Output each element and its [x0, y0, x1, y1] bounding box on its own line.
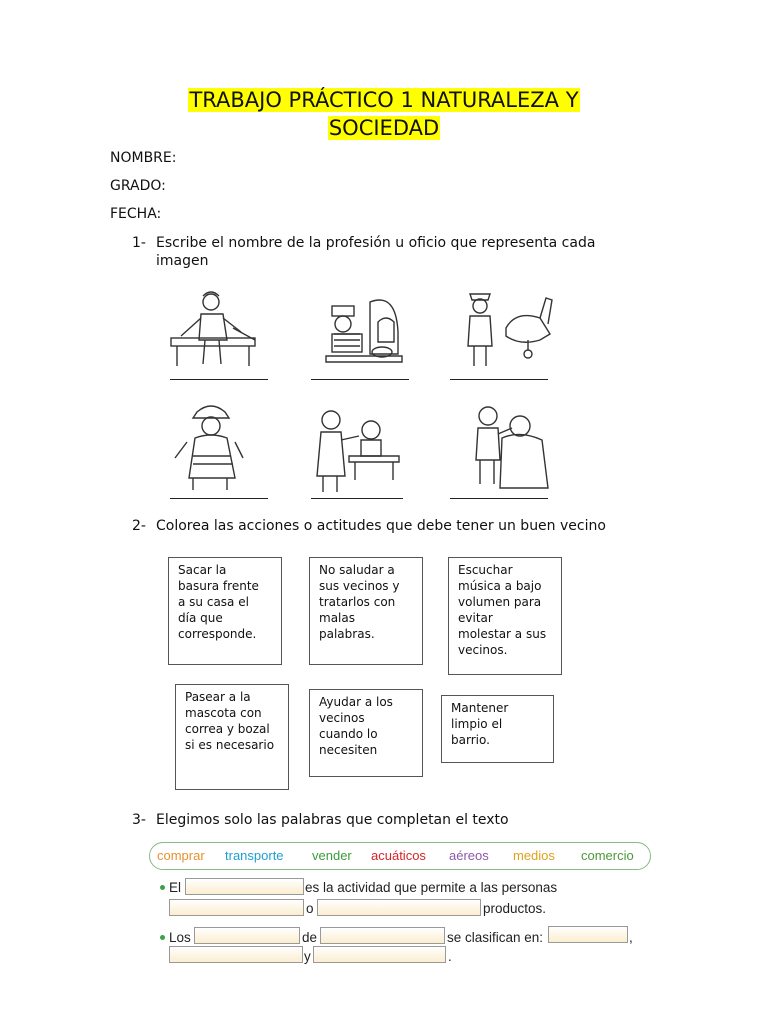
- pilot-image: [456, 284, 568, 386]
- q1-text-line2: imagen: [156, 253, 209, 269]
- s2-mid: se clasifican en:: [447, 930, 544, 945]
- blank-5[interactable]: [320, 927, 445, 944]
- q2-text: Colorea las acciones o actitudes que debe tener un buen vecino: [156, 518, 606, 534]
- answer-line-4[interactable]: [170, 498, 268, 499]
- hairdresser-image: [462, 398, 574, 500]
- option-box-1[interactable]: Sacar la basura frente a su casa el día que corresponde.: [168, 557, 282, 665]
- word-transporte[interactable]: transporte: [225, 848, 284, 863]
- blank-6[interactable]: [548, 926, 628, 943]
- option-box-3[interactable]: Escuchar música a bajo volumen para evitar molestar a sus vecinos.: [448, 557, 562, 675]
- blank-2[interactable]: [169, 899, 304, 916]
- q1-number: 1-: [132, 235, 146, 251]
- s2-de: de: [302, 930, 318, 945]
- word-bank: [149, 842, 651, 870]
- word-medios[interactable]: medios: [513, 848, 555, 863]
- bullet-1: [160, 885, 165, 890]
- word-vender[interactable]: vender: [312, 848, 352, 863]
- answer-line-6[interactable]: [450, 498, 548, 499]
- q3-text: Elegimos solo las palabras que completan el texto: [156, 812, 509, 828]
- grado-label: GRADO:: [110, 178, 166, 194]
- word-aereos[interactable]: aéreos: [449, 848, 489, 863]
- s1-mid: es la actividad que permite a las personas: [305, 880, 558, 895]
- answer-line-1[interactable]: [170, 379, 268, 380]
- answer-line-5[interactable]: [311, 498, 403, 499]
- word-acuaticos[interactable]: acuáticos: [371, 848, 426, 863]
- firefighter-image: [163, 398, 275, 500]
- page-title-line1: TRABAJO PRÁCTICO 1 NATURALEZA Y: [189, 88, 579, 112]
- carpenter-image: [163, 280, 275, 382]
- option-box-5[interactable]: Ayudar a los vecinos cuando lo necesiten: [309, 689, 423, 777]
- s2-dot: .: [448, 949, 452, 964]
- s1-end: productos.: [483, 901, 547, 916]
- q3-number: 3-: [132, 812, 146, 828]
- blank-4[interactable]: [194, 927, 300, 944]
- fecha-label: FECHA:: [110, 206, 162, 222]
- option-box-4[interactable]: Pasear a la mascota con correa y bozal si es necesario: [175, 684, 289, 790]
- q2-number: 2-: [132, 518, 146, 534]
- blank-7[interactable]: [169, 946, 303, 963]
- s1-o: o: [306, 901, 314, 916]
- q1-text-line1: Escribe el nombre de la profesión u oficio que representa cada: [156, 235, 596, 251]
- s2-los: Los: [169, 930, 191, 945]
- blank-8[interactable]: [313, 946, 446, 963]
- bullet-2: [160, 935, 165, 940]
- blank-3[interactable]: [317, 899, 481, 916]
- option-box-2[interactable]: No saludar a sus vecinos y tratarlos con malas palabras.: [309, 557, 423, 665]
- blank-1[interactable]: [185, 878, 304, 895]
- nombre-label: NOMBRE:: [110, 150, 177, 166]
- option-box-6[interactable]: Mantener limpio el barrio.: [441, 695, 554, 763]
- answer-line-3[interactable]: [450, 379, 548, 380]
- word-comprar[interactable]: comprar: [157, 848, 205, 863]
- answer-line-2[interactable]: [311, 379, 409, 380]
- word-comercio[interactable]: comercio: [581, 848, 634, 863]
- s2-comma: ,: [629, 930, 633, 945]
- s2-y: y: [304, 949, 311, 964]
- page-title-line2: SOCIEDAD: [328, 116, 440, 140]
- s1-el: El: [169, 880, 182, 895]
- doctor-image: [303, 400, 415, 502]
